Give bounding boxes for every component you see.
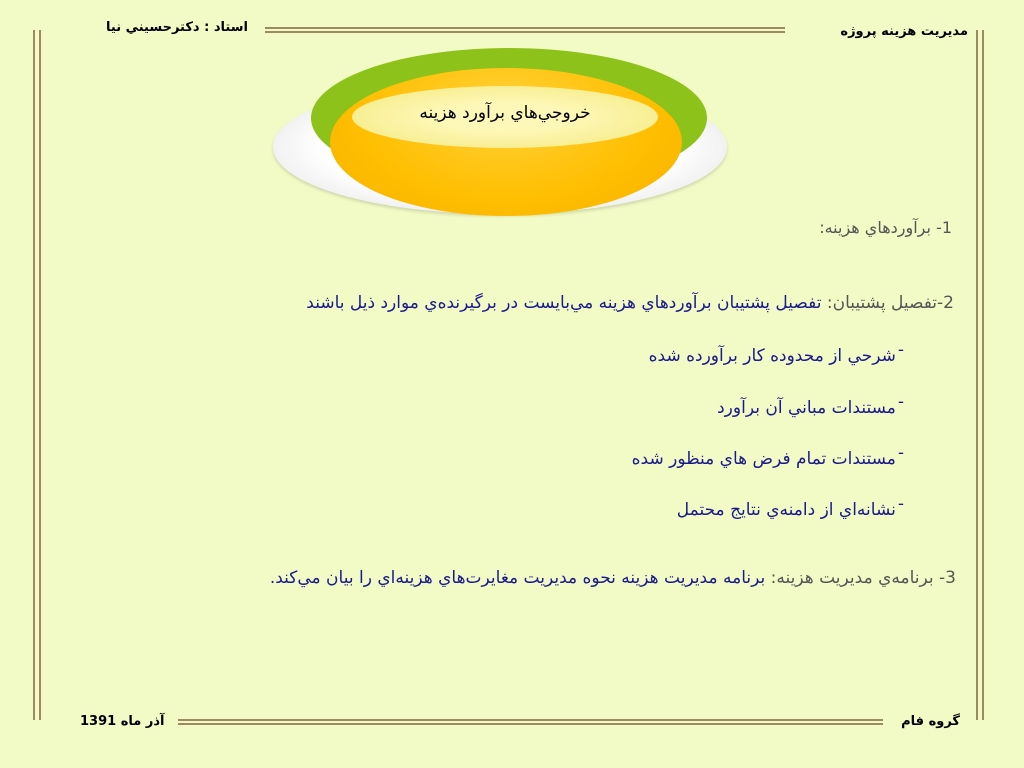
bullet-text: مستندات مباني آن برآورد [717, 398, 896, 418]
bullet-text: نشانه‌اي از دامنه‌ي نتايج محتمل [676, 500, 896, 520]
header-divider-line [265, 27, 785, 33]
instructor-name: استاد : دکترحسيني نيا [106, 20, 248, 35]
item-supporting-detail-text: تفصيل پشتيبان برآوردهاي هزينه مي‌بايست در برگيرنده‌ي موارد ذيل باشند [306, 293, 822, 313]
item-cost-management-plan-text: برنامه مديريت هزينه نحوه مديريت مغايرت‌هاي هزينه‌اي را بيان مي‌کند. [269, 568, 766, 588]
footer-group-name: گروه فام [901, 714, 960, 729]
frame-left-line [33, 30, 41, 720]
item-cost-management-plan [270, 568, 956, 588]
footer-divider-line [178, 719, 883, 725]
bullet-text: شرحي از محدوده کار برآورده شده [648, 346, 896, 366]
bullet-item: -نشانه‌اي از دامنه‌ي نتايج محتمل [676, 494, 904, 520]
footer-date: آذر ماه 1391 [80, 714, 165, 729]
item-cost-estimates: 1- برآوردهاي هزينه: [819, 218, 952, 237]
item-supporting-detail-label: 2-تفصيل پشتيبان: [821, 293, 954, 313]
item-supporting-detail [306, 293, 954, 313]
slide-title: خروجي‌هاي برآورد هزينه [419, 103, 591, 123]
bullet-item: -مستندات تمام فرض هاي منظور شده [631, 443, 904, 469]
bullet-item: -شرحي از محدوده کار برآورده شده [648, 340, 904, 366]
item-cost-management-plan-label: 3- برنامه‌ي مديريت هزينه: [765, 568, 956, 588]
bullet-item: -مستندات مباني آن برآورد [717, 392, 904, 418]
course-title: مديريت هزينه پروژه [840, 24, 968, 39]
frame-right-line [976, 30, 984, 720]
bullet-text: مستندات تمام فرض هاي منظور شده [631, 449, 896, 469]
